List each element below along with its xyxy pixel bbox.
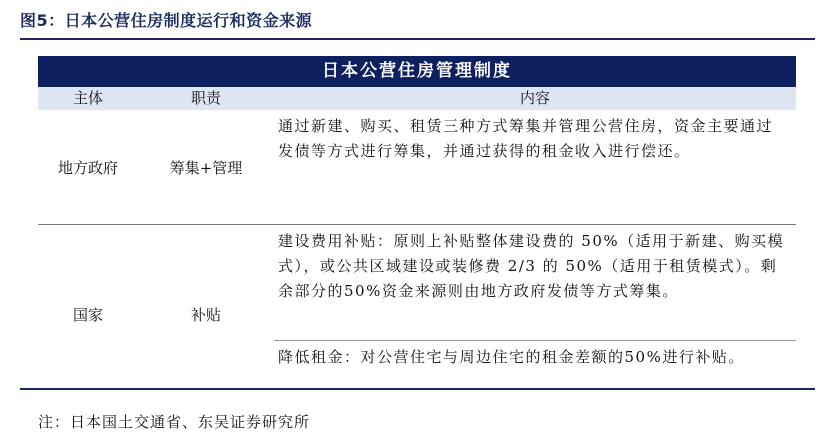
figure-title: 图5：日本公营住房制度运行和资金来源	[20, 11, 313, 30]
table-header: 日本公营住房管理制度	[38, 56, 796, 87]
cell-subject: 地方政府	[57, 158, 118, 177]
table-row	[38, 225, 796, 403]
cell-subject: 国家	[72, 305, 103, 324]
column-header-role: 职责	[190, 89, 221, 107]
source-note: 注：日本国土交通省、东吴证券研究所	[38, 413, 311, 431]
column-header-content: 内容	[519, 89, 550, 107]
cell-content	[274, 110, 796, 224]
title-rule	[20, 38, 815, 40]
table-row	[38, 110, 796, 225]
bottom-rule	[20, 388, 815, 390]
cell-role: 补贴	[190, 305, 221, 324]
cell-role: 筹集+管理	[169, 158, 243, 177]
housing-table	[38, 56, 796, 403]
cell-content	[274, 225, 796, 403]
content-paragraph: 通过新建、购买、租赁三种方式筹集并管理公营住房，资金主要通过发债等方式进行筹集，并通过获得的租金收入进行偿还。	[278, 117, 774, 160]
column-header-subject: 主体	[72, 89, 103, 107]
content-paragraph: 建设费用补贴：原则上补贴整体建设费的 50%（适用于新建、购买模式），或公共区域建设或装修费 2/3 的 50%（适用于租赁模式）。剩余部分的50%资金来源则由地方政府发债等方式筹集。	[278, 232, 785, 300]
content-paragraph: 降低租金：对公营住宅与周边住宅的租金差额的50%进行补贴。	[278, 348, 745, 366]
column-header-row	[38, 87, 796, 110]
